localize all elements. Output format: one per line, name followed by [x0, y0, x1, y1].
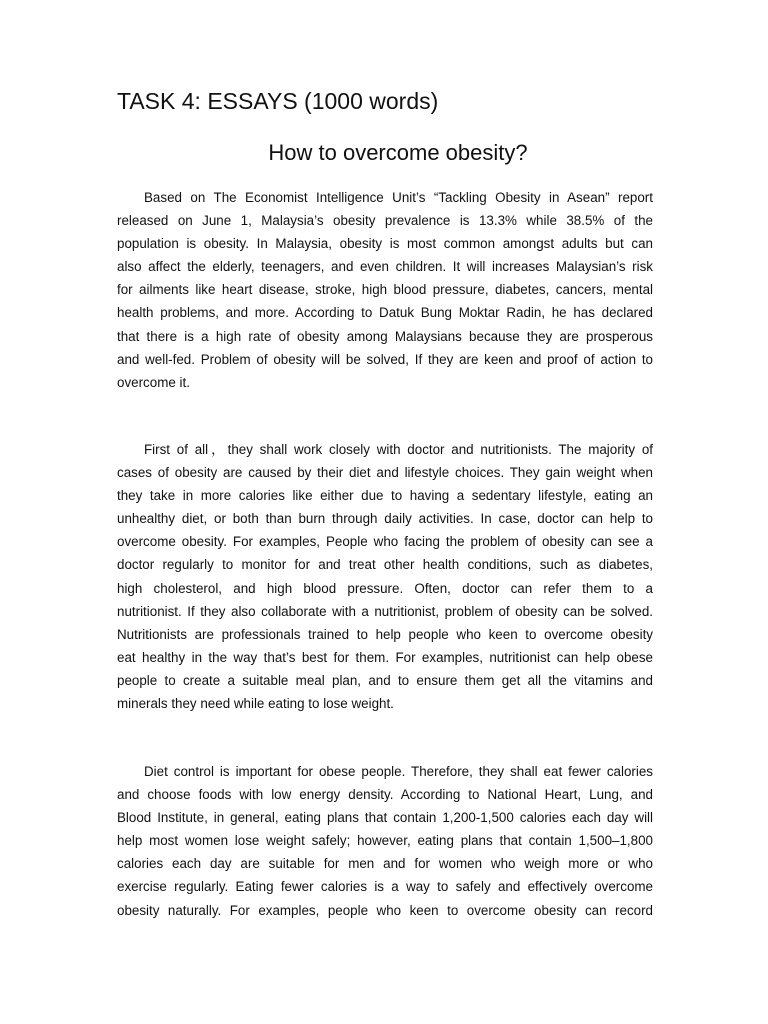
paragraph-line: Based on The Economist Intelligence Unit’s “Tackling Obesity in Asean” report	[144, 190, 653, 205]
paragraph-line: exercise regularly. Eating fewer calories is a way to safely and effectively overcome	[117, 879, 653, 895]
essay-title: How to overcome obesity?	[268, 140, 528, 165]
paragraph-line: released on June 1, Malaysia’s obesity prevalence is 13.3% while 38.5% of the	[117, 213, 653, 229]
paragraph-line: overcome it.	[117, 374, 190, 390]
paragraph-doctor-nutritionists	[117, 438, 653, 715]
paragraph-diet-control	[117, 760, 653, 922]
paragraph-line: overcome obesity. For examples, People who facing the problem of obesity can see a	[117, 534, 653, 550]
paragraph-line: help most women lose weight safely; however, eating plans that contain 1,500–1,800	[117, 833, 653, 849]
paragraph-intro	[117, 186, 653, 394]
paragraph-line: Nutritionists are professionals trained to help people who keen to overcome obesity	[117, 626, 653, 642]
paragraph-line: health problems, and more. According to Datuk Bung Moktar Radin, he has declared	[117, 305, 653, 321]
paragraph-line: Blood Institute, in general, eating plans that contain 1,200-1,500 calories each day will	[117, 810, 653, 826]
paragraph-line: for ailments like heart disease, stroke, high blood pressure, diabetes, cancers, mental	[117, 282, 653, 298]
paragraph-line: high cholesterol, and high blood pressure. Often, doctor can refer them to a	[117, 580, 653, 596]
paragraph-line: unhealthy diet, or both than burn through daily activities. In case, doctor can help to	[117, 511, 653, 527]
paragraph-line: people to create a suitable meal plan, and to ensure them get all the vitamins and	[117, 672, 653, 688]
paragraph-line: that there is a high rate of obesity among Malaysians because they are prosperous	[117, 328, 653, 344]
paragraph-line: calories each day are suitable for men and for women who weigh more or who	[117, 856, 653, 872]
paragraph-line: and choose foods with low energy density. According to National Heart, Lung, and	[117, 787, 653, 803]
paragraph-line: population is obesity. In Malaysia, obesity is most common amongst adults but can	[117, 236, 653, 252]
paragraph-line: obesity naturally. For examples, people who keen to overcome obesity can record	[117, 902, 653, 918]
paragraph-line: cases of obesity are caused by their diet and lifestyle choices. They gain weight when	[117, 465, 653, 481]
paragraph-line: they take in more calories like either due to having a sedentary lifestyle, eating an	[117, 488, 653, 504]
paragraph-line: Diet control is important for obese people. Therefore, they shall eat fewer calories	[144, 764, 653, 779]
paragraph-line: minerals they need while eating to lose weight.	[117, 696, 394, 712]
paragraph-line: doctor regularly to monitor for and treat other health conditions, such as diabetes,	[117, 557, 653, 573]
paragraph-line: eat healthy in the way that’s best for them. For examples, nutritionist can help obese	[117, 649, 653, 665]
paragraph-line: nutritionist. If they also collaborate with a nutritionist, problem of obesity can be solved.	[117, 603, 653, 619]
paragraph-line: and well-fed. Problem of obesity will be solved, If they are keen and proof of action to	[117, 351, 653, 367]
task-title: TASK 4: ESSAYS (1000 words)	[117, 88, 439, 114]
paragraph-line: First of all，they shall work closely with doctor and nutritionists. The majority of	[144, 442, 653, 457]
paragraph-line: also affect the elderly, teenagers, and even children. It will increases Malaysian’s risk	[117, 259, 653, 275]
